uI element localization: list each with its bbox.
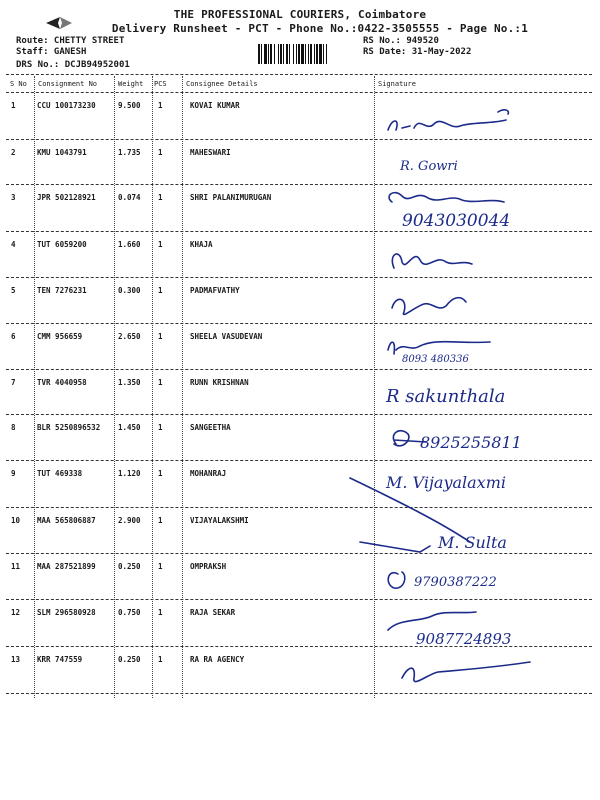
row-sno: 1 [11,101,16,110]
row-consignment-no: TVR 4040958 [37,378,87,387]
signature [380,648,580,698]
header-rule-top [6,74,592,75]
col-header-weight: Weight [118,80,144,88]
signature-text: 8925255811 [420,433,522,452]
row-consignee: PADMAFVATHY [190,286,240,295]
row-consignment-no: CCU 100173230 [37,101,96,110]
signature-text: 8093 480336 [402,354,469,365]
row-sno: 4 [11,240,16,249]
signature [380,284,580,334]
row-consignment-no: CMM 956659 [37,332,83,341]
row-consignment-no: TUT 469338 [37,469,83,478]
row-weight: 0.750 [118,608,141,617]
barcode [258,44,353,64]
row-pcs: 1 [158,655,163,664]
row-consignee: RA RA AGENCY [190,655,245,664]
row-sno: 7 [11,378,16,387]
row-weight: 0.074 [118,193,141,202]
col-divider [374,76,375,698]
row-consignee: OMPRAKSH [190,562,227,571]
row-pcs: 1 [158,516,163,525]
signature-text: M. Vijayalaxmi [386,473,506,492]
row-consignment-no: SLM 296580928 [37,608,96,617]
row-weight: 1.120 [118,469,141,478]
row-consignment-no: KRR 747559 [37,655,83,664]
rs-date: RS Date: 31-May-2022 [363,47,472,57]
row-pcs: 1 [158,423,163,432]
row-pcs: 1 [158,148,163,157]
row-weight: 1.450 [118,423,141,432]
row-pcs: 1 [158,469,163,478]
signature-text: M. Sulta [438,533,507,552]
row-sno: 3 [11,193,16,202]
row-consignment-no: TEN 7276231 [37,286,87,295]
staff-label: Staff: GANESH [16,47,87,57]
row-consignee: MOHANRAJ [190,469,227,478]
row-sno: 6 [11,332,16,341]
row-sno: 10 [11,516,21,525]
row-sno: 13 [11,655,21,664]
col-divider [152,76,153,698]
col-divider [114,76,115,698]
rs-number: RS No.: 949520 [363,36,439,46]
row-sno: 8 [11,423,16,432]
row-pcs: 1 [158,608,163,617]
col-header-consignee: Consignee Details [186,80,258,88]
signature [380,328,580,378]
signature [380,462,580,512]
signature-text: R. Gowri [400,159,458,174]
row-consignment-no: TUT 6059200 [37,240,87,249]
row-consignee: VIJAYALAKSHMI [190,516,249,525]
row-pcs: 1 [158,332,163,341]
col-header-pcs: PCS [154,80,167,88]
signature [380,184,580,234]
drs-number: DRS No.: DCJB94952001 [16,60,130,70]
row-consignee: KOVAI KUMAR [190,101,240,110]
row-consignment-no: KMU 1043791 [37,148,87,157]
row-consignee: SHRI PALANIMURUGAN [190,193,272,202]
row-consignee: SANGEETHA [190,423,231,432]
signature-text: R sakunthala [386,386,506,407]
signature [380,374,580,424]
row-pcs: 1 [158,378,163,387]
col-divider [34,76,35,698]
row-consignment-no: BLR 5250896532 [37,423,101,432]
row-consignee: RAJA SEKAR [190,608,236,617]
row-weight: 1.660 [118,240,141,249]
row-consignee: SHEELA VASUDEVAN [190,332,263,341]
row-pcs: 1 [158,193,163,202]
row-pcs: 1 [158,101,163,110]
row-consignment-no: MAA 565806887 [37,516,96,525]
col-header-consignment: Consignment No [38,80,98,88]
col-header-signature: Signature [378,80,416,88]
row-pcs: 1 [158,240,163,249]
row-consignee: KHAJA [190,240,213,249]
row-pcs: 1 [158,286,163,295]
row-sno: 12 [11,608,21,617]
row-sno: 11 [11,562,21,571]
row-consignee: RUNN KRISHNAN [190,378,249,387]
signature-text: 9043030044 [402,211,511,231]
row-weight: 1.735 [118,148,141,157]
signature [380,238,580,288]
runsheet-subtitle: Delivery Runsheet - PCT - Phone No.:0422-3505555 - Page No.:1 [111,22,529,35]
row-consignment-no: JPR 502128921 [37,193,96,202]
row-weight: 0.250 [118,562,141,571]
signature [380,600,580,650]
row-weight: 2.900 [118,516,141,525]
row-sno: 9 [11,469,16,478]
row-weight: 2.650 [118,332,141,341]
signature [380,102,580,152]
row-weight: 0.250 [118,655,141,664]
col-divider [182,76,183,698]
row-consignee: MAHESWARI [190,148,231,157]
row-weight: 9.500 [118,101,141,110]
company-title: THE PROFESSIONAL COURIERS, Coimbatore [173,8,427,21]
route-label: Route: CHETTY STREET [16,36,125,46]
row-sno: 5 [11,286,16,295]
col-header-sno: S No [10,80,27,88]
row-weight: 0.300 [118,286,141,295]
row-sno: 2 [11,148,16,157]
signature-text: 9087724893 [416,630,512,648]
row-pcs: 1 [158,562,163,571]
signature-text: 9790387222 [414,575,497,590]
header-rule-bottom [6,92,592,93]
row-consignment-no: MAA 287521899 [37,562,96,571]
row-weight: 1.350 [118,378,141,387]
